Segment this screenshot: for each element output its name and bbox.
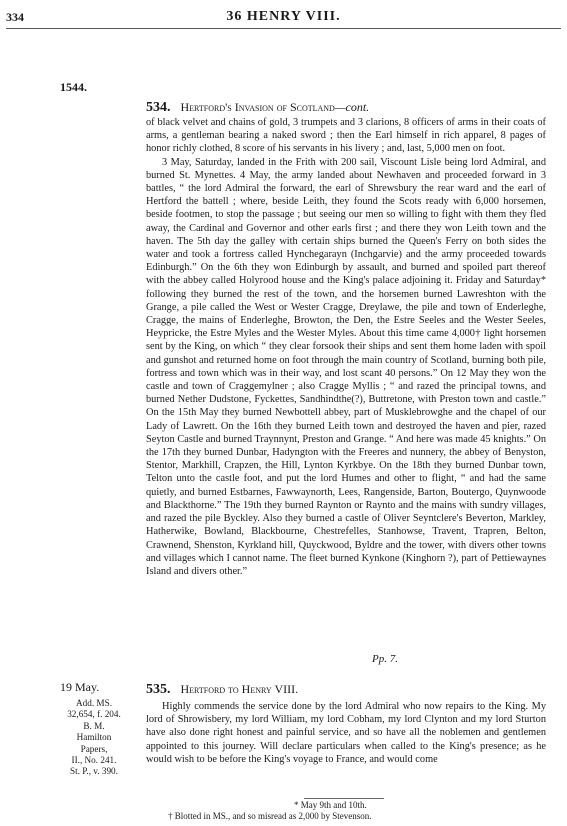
footnotes (168, 800, 372, 822)
margin-date-535: 19 May. (60, 680, 100, 694)
header-rule (6, 28, 561, 29)
margin-source-535 (54, 698, 134, 778)
source-line: St. P., v. 390. (70, 766, 118, 777)
running-head: 36 HENRY VIII. (226, 9, 341, 24)
source-line: Papers, (80, 743, 108, 754)
section-534-number: 534. (146, 100, 171, 115)
source-line: 32,654, f. 204. (67, 709, 121, 720)
section-535-body (146, 700, 546, 766)
section-535-heading (146, 682, 298, 698)
margin-year: 1544. (60, 80, 87, 94)
paragraph: 3 May, Saturday, landed in the Frith with 200 sail, Viscount Lisle being lord Admiral, and burned St. Mynettes. 4 May, the army landed about Newhaven and proceeded forward in 3 battles, “ the lord Admiral the forward, the earl of Shrewsbury the rear ward and the earl of Hertford the battell ; where, beside Leith, they found the Scots ready with 6,000 horsemen, beside footmen, to stop the passage ; but seeing our men so willing to fight with them they fled away, the Cardinal and Governor and other earls first ; and there they won Leith town and the haven. The 5th day the galley with certain ships burned the Queen's Ferry on both sides the water and took a fortress called Hynchegarayn (Inchgarvie) and the army proceeded towards Edinburgh.” On the 6th they won Edinburgh by assault, and burned and spoiled part thereof with the abbey called Holyrood house and the King's palace adjoining it. Friday and Saturday* following they burned the rest of the town, and the horsemen burned Lawreshton with the Grange, a pile called the West or Wester Cragge, Dreylawe, the pile and town of Enderleghe, Cragge, the mains of Enderleghe, Browton, the Den, the Estre Seeles and the Wester Seeles, Heypricke, the Estre Myles and the Wester Myles. About this time came 4,000† light horsemen sent by the King, on which “ they clear forsook their ships and sent them home laden with spoil and gunshot and returned home on foot through the main country of Scotland, burning both pile, fortress and town which was in their way, and lost scant 40 persons.” On 12 May they won the castle and town of Craggemylner ; also Cragge Myllis ; “ and razed the principal towns, and burned Nether Dudstone, Fyckettes, Sandhindthe(?), Buttretone, with Preston town and castle.” On the 15th May they burned Newbottell abbey, part of Musklebrowghe and the chapel of our Lady of Lawrett. On the 16th they burned Leith town and destroyed the haven and pier, razed Seyton Castle and burned Traynnynt, Preston and Grange. “ And here was made 45 knights.” On the 17th they burned Dunbar, Hadyngton with the Freeres and nunnery, the abbey of Benyston, Stentor, Markhill, Crapzen, the Hill, Lynton Kyrkbye. On the 18th they burned Dunbar town, Telton unto the castle foot, and put the lord Humes and other to flight, “ and had the same quietly, and burned Estbarnes, Fawwaynorth, Lees, Rangenside, Barton, Boutergo, Quynwoode and Blackthorne.” The 19th they burned Raynton or Raynto and the mains with sundry villages, and razed the pile Byckley. Also they burned a castle of Oliver Seyntclere's Beverton, Markley, Hatherwike, Bowland, Blackbourne, Chestrefelles, Stanhowse, Travent, Trapren, Belton, Crawnend, Shenston, Kyrkland hill, Quyckwood, Byldre and the tower, with divers other towns and villages which I cannot name. The fleet burned Kynkone (Kinghorn ?), part of Pettiewaynes Island and divers other.” (146, 156, 546, 577)
section-535-title: Hertford to Henry VIII. (180, 682, 299, 696)
source-line: Hamilton (76, 732, 112, 743)
source-line: B. M. (83, 720, 105, 731)
section-534-title-suffix: —cont. (334, 100, 370, 114)
footnote-rule (304, 798, 384, 799)
footnote: † Blotted in MS., and so misread as 2,000 by Stevenson. (168, 811, 372, 821)
section-534-body (146, 116, 546, 578)
page-number: 334 (6, 10, 24, 24)
section-534-title: Hertford's Invasion of Scotland (180, 100, 335, 114)
paragraph: Highly commends the service done by the lord Admiral who now repairs to the King. My lord of Shrowisbery, my lord William, my lord Cobham, my lord Clynton and my lord Sturton have also done right honest and painful service, and so have all the noblemen and gentlemen appointed to this journey. Will declare particulars when called to the King's presence; as he would wish to be before the King's voyage to France, and would come (146, 701, 546, 765)
source-line: Add. MS. (76, 698, 112, 708)
section-534-heading (146, 100, 369, 116)
section-535-number: 535. (146, 682, 171, 697)
footnote: * May 9th and 10th. (294, 800, 367, 810)
section-534-reference: Pp. 7. (372, 653, 398, 665)
source-line: II., No. 241. (71, 755, 117, 766)
paragraph: of black velvet and chains of gold, 3 trumpets and 3 clarions, 8 officers of arms in their coats of arms, a gentleman bearing a naked sword ; then the Earl himself in rich apparel, 8 pages of honor richly clothed, 8 score of his servants in his livery ; and, last, 5,000 men on foot. (146, 117, 546, 155)
